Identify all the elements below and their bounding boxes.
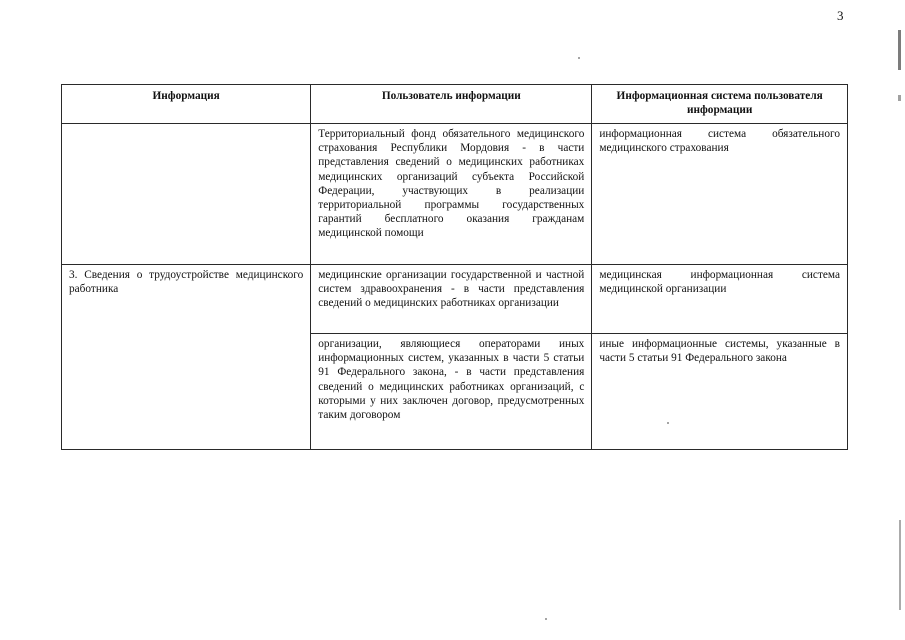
row-user-cell: организации, являющиеся операторами иных информационных систем, указанных в части 5 статьи 91 Федерального закона, - в части представления сведений о медицинских работниках организаций, с которыми у них заключен договор, предусмотренных таким договором [311,334,592,450]
scan-edge-mark [898,30,901,70]
scan-speck [667,422,669,424]
info-table [61,84,848,450]
row-info-cell: 3. Сведения о трудоустройстве медицинского работника [62,265,311,450]
scan-edge-mark [899,520,901,610]
header-information-user: Пользователь информации [311,85,592,124]
row-user-cell: медицинские организации государственной и частной систем здравоохранения - в части представления сведений о медицинских работниках организации [311,265,592,334]
row-user-cell: Территориальный фонд обязательного медицинского страхования Республики Мордовия - в части представления сведений о медицинских работниках медицинских организаций субъекта Российской Федерации, участвующих в реализации территориальной программы государственных гарантий бесплатного оказания гражданам медицинской помощи [311,124,592,265]
row-info-cell [62,124,311,265]
table-row [62,265,848,334]
row-system-cell: информационная система обязательного медицинского страхования [592,124,848,265]
table-row [62,124,848,265]
header-information-system: Информационная система пользователя информации [592,85,848,124]
row-system-cell: медицинская информационная система медицинской организации [592,265,848,334]
table-header-row [62,85,848,124]
header-information: Информация [62,85,311,124]
page-number: 3 [837,8,844,23]
scan-edge-mark [898,95,901,101]
scan-speck [578,57,580,59]
row-system-cell: иные информационные системы, указанные в части 5 статьи 91 Федерального закона [592,334,848,450]
scan-speck [545,618,547,620]
